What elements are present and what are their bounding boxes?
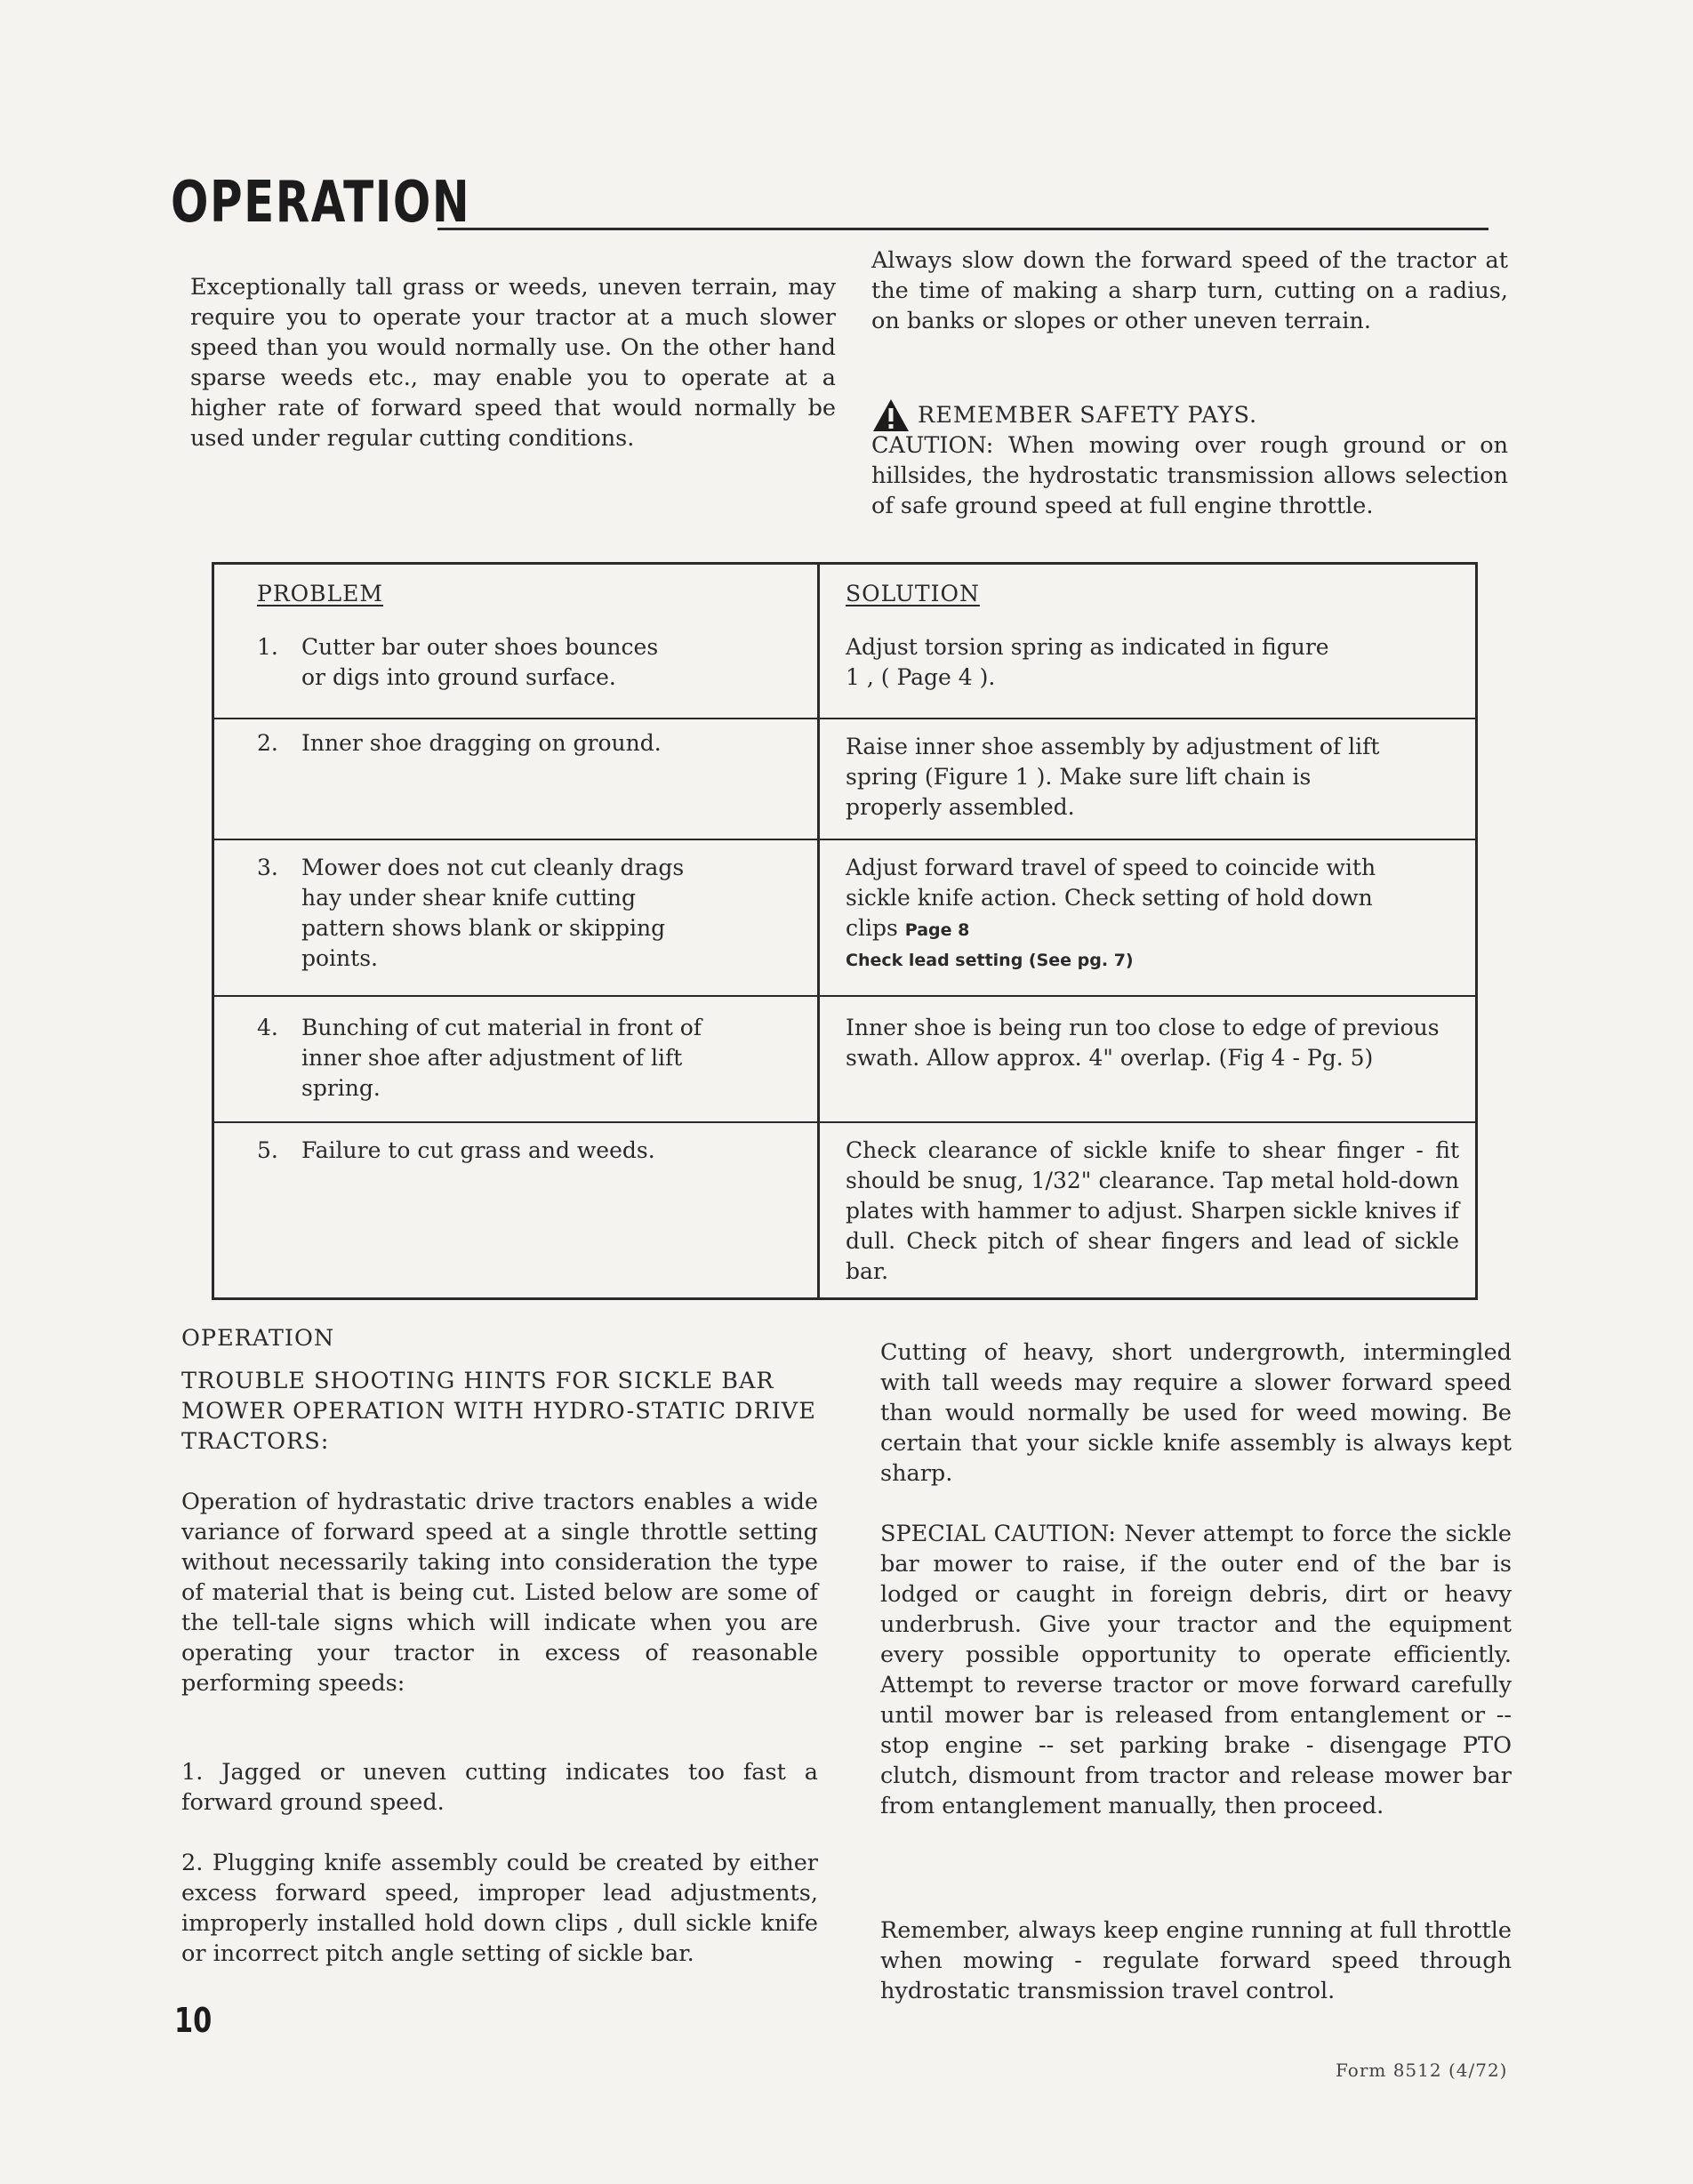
special-caution-paragraph: SPECIAL CAUTION: Never attempt to force the sickle bar mower to raise, if the outer end of the bar is lodged or caught in foreign debris, dirt or heavy underbrush. Give your tractor and the equipment every possible opportunity to operate efficiently. Attempt to reverse tractor or move forward carefully until mower bar is released from entanglement or -- stop engine -- set parking brake - disengage PTO clutch, dismount from tractor and release mower bar from entanglement manually, then proceed.: [880, 1521, 1512, 1819]
caution-paragraph: CAUTION: When mowing over rough ground or on hillsides, the hydrostatic transmission allows selection of safe ground speed at full engine throttle.: [871, 432, 1508, 519]
troubleshooting-table: [212, 562, 1478, 1300]
page-heading: OPERATION: [171, 170, 471, 236]
solution-text: Adjust torsion spring as indicated in figure 1 , ( Page 4 ).: [846, 634, 1329, 690]
solution-extra-note: Check lead setting (See pg. 7): [846, 951, 1134, 970]
problem-text: Failure to cut grass and weeds.: [301, 1137, 655, 1163]
form-number: Form 8512 (4/72): [1336, 2060, 1508, 2081]
solution-page-ref: Page 8: [904, 920, 970, 940]
safety-reminder: [871, 397, 1508, 433]
row-number: 5.: [257, 1137, 278, 1163]
body-paragraph: Cutting of heavy, short undergrowth, intermingled with tall weeds may require a slower forward speed than would normally be used for weed mowing. Be certain that your sickle knife assembly is always kept sharp.: [880, 1339, 1512, 1487]
solution-text: Raise inner shoe assembly by adjustment of lift spring (Figure 1 ). Make sure lift chain is properly assembled.: [846, 734, 1380, 820]
header-problem: PROBLEM: [257, 581, 383, 606]
solution-text: Adjust forward travel of speed to coincide with sickle knife action. Check setting of hold down clips: [846, 855, 1376, 941]
row-number: 3.: [257, 855, 278, 880]
header-solution: SOLUTION: [846, 581, 980, 606]
body-paragraph: 1. Jagged or uneven cutting indicates too fast a forward ground speed.: [181, 1759, 818, 1816]
page-number: 10: [174, 2001, 213, 2040]
table-row: [214, 995, 1475, 1121]
row-number: 1.: [257, 634, 278, 660]
warning-triangle-icon: [871, 397, 911, 433]
body-paragraph: Remember, always keep engine running at full throttle when mowing - regulate forward speed through hydrostatic transmission travel control.: [880, 1917, 1512, 2004]
body-paragraph: Operation of hydrastatic drive tractors enables a wide variance of forward speed at a single throttle setting without necessarily taking into consideration the type of material that is being cut. Listed below are some of the tell-tale signs which will indicate when you are operating your tractor in excess of reasonable performing speeds:: [181, 1489, 818, 1697]
section-subheading: OPERATION: [181, 1325, 335, 1352]
intro-paragraph-left: Exceptionally tall grass or weeds, uneven terrain, may require you to operate your tractor at a much slower speed than you would normally use. On the other hand sparse weeds etc., may enable you to operate at a higher rate of forward speed that would normally be used under regular cutting conditions.: [190, 274, 836, 452]
solution-text: Inner shoe is being run too close to edge of previous swath. Allow approx. 4" overlap. (Fig 4 - Pg. 5): [846, 1015, 1440, 1071]
solution-text: Check clearance of sickle knife to shear finger - fit should be snug, 1/32" clearance. Tap metal hold-down plates with hammer to adjust. Sharpen sickle knives if dull. Check pitch of shear fingers and lead of sickle bar.: [846, 1137, 1459, 1284]
table-row: [214, 839, 1475, 995]
heading-rule: [437, 228, 1488, 230]
row-number: 4.: [257, 1015, 278, 1040]
body-paragraph: 2. Plugging knife assembly could be created by either excess forward speed, improper lead adjustments, improperly installed hold down clips , dull sickle knife or incorrect pitch angle setting of sickle bar.: [181, 1850, 818, 1967]
problem-text: Bunching of cut material in front of inner shoe after adjustment of lift spring.: [301, 1015, 702, 1101]
table-row: [214, 565, 1475, 718]
row-number: 2.: [257, 730, 278, 756]
intro-paragraph-right: Always slow down the forward speed of the tractor at the time of making a sharp turn, cutting on a radius, on banks or slopes or other uneven terrain.: [871, 247, 1508, 334]
safety-label: REMEMBER SAFETY PAYS.: [918, 402, 1258, 429]
table-row: [214, 718, 1475, 839]
problem-text: Cutter bar outer shoes bounces or digs into ground surface.: [301, 634, 659, 690]
table-row: [214, 1121, 1475, 1297]
problem-text: Inner shoe dragging on ground.: [301, 730, 662, 756]
troubleshooting-heading: TROUBLE SHOOTING HINTS FOR SICKLE BAR MOWER OPERATION WITH HYDRO-STATIC DRIVE TRACTORS:: [181, 1368, 816, 1455]
problem-text: Mower does not cut cleanly drags hay under shear knife cutting pattern shows blank or skipping points.: [301, 855, 685, 971]
